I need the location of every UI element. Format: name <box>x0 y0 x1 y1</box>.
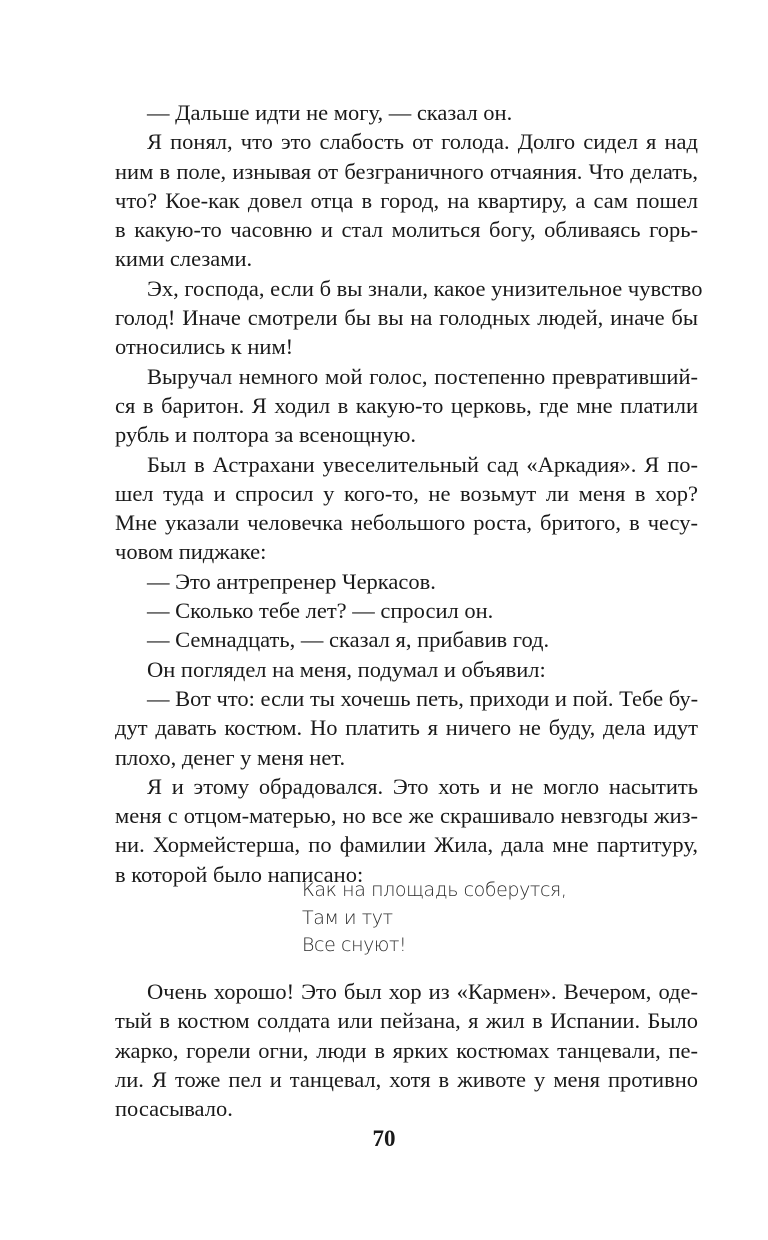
text-line: тый в костюм солдата или пейзана, я жил в Испании. Было <box>115 1008 698 1034</box>
text-line: Мне указали человечка небольшого роста, бритого, в чесу- <box>115 510 698 536</box>
text-line: меня с отцом-матерью, но все же скрашивало невзгоды жиз- <box>115 803 698 829</box>
text-line: Я понял, что это слабость от голода. Долго сидел я над <box>147 129 698 155</box>
poem-quote <box>302 877 566 960</box>
text-line: ни. Хормейстерша, по фамилии Жила, дала мне партитуру, <box>115 832 698 858</box>
poem-line: Как на площадь соберутся, <box>302 879 567 901</box>
text-line: дут давать костюм. Но платить я ничего не буду, дела идут <box>115 715 698 741</box>
text-line: ся в баритон. Я ходил в какую-то церковь, где мне платили <box>115 392 698 418</box>
text-line: Он поглядел на меня, подумал и объявил: <box>147 656 546 682</box>
poem-line: Там и тут <box>302 906 393 929</box>
text-line: — Сколько тебе лет? — спросил он. <box>147 598 494 624</box>
text-line: рубль и полтора за всенощную. <box>115 422 417 448</box>
text-line: Был в Астрахани увеселительный сад «Аркадия». Я по- <box>147 451 698 477</box>
text-line: — Дальше идти не могу, — сказал он. <box>147 100 513 125</box>
text-line: голод! Иначе смотрели бы вы на голодных людей, иначе бы <box>115 305 698 331</box>
text-line: — Это антрепренер Черкасов. <box>147 568 436 594</box>
text-line: в какую-то часовню и стал молиться богу, обливаясь горь- <box>115 217 698 243</box>
text-line: плохо, денег у меня нет. <box>115 744 346 770</box>
text-line: ли. Я тоже пел и танцевал, хотя в животе у меня противно <box>115 1066 698 1092</box>
text-line: относились к ним! <box>115 334 294 360</box>
text-line: посасывало. <box>115 1096 233 1122</box>
poem-line: Все снуют! <box>302 934 407 956</box>
text-line: Я и этому обрадовался. Это хоть и не могло насытить <box>147 773 698 799</box>
text-line: Выручал немного мой голос, постепенно превративший- <box>147 363 698 389</box>
text-line: в которой было написано: <box>115 861 364 887</box>
text-line: човом пиджаке: <box>115 539 267 565</box>
text-line: шел туда и спросил у кого-то, не возьмут ли меня в хор? <box>115 480 698 506</box>
text-line: ним в поле, изнывая от безграничного отчаяния. Что делать, <box>115 158 698 184</box>
text-line: Очень хорошо! Это был хор из «Кармен». Вечером, оде- <box>147 979 698 1004</box>
text-line: кими слезами. <box>115 246 253 272</box>
closing-paragraph <box>115 977 698 1123</box>
body-text <box>115 98 703 889</box>
text-line: жарко, горели огни, люди в ярких костюмах танцевали, пе- <box>115 1037 698 1063</box>
text-line: — Семнадцать, — сказал я, прибавив год. <box>147 627 550 653</box>
text-line: — Вот что: если ты хочешь петь, приходи и пой. Тебе бу- <box>147 685 699 711</box>
text-line: что? Кое-как довел отца в город, на квартиру, а сам пошел <box>115 187 698 213</box>
text-line: Эх, господа, если б вы знали, какое унизительное чувство <box>147 275 703 301</box>
page-number: 70 <box>372 1126 396 1151</box>
